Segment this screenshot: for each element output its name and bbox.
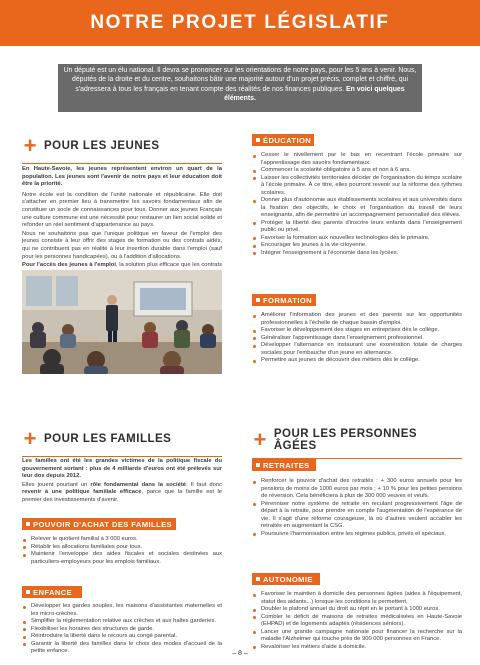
jeunes-text — [22, 166, 222, 277]
section-title-agees: POUR LES PERSONNES ÂGÉES — [273, 428, 418, 452]
section-heading-agees — [252, 428, 462, 452]
intro-emphasis: En voici quelques éléments. — [224, 85, 405, 102]
list-item: Développer l'alternance en instaurant une exonération totale de charges sociales pour l'embauche d'un jeune en alternance. — [252, 342, 462, 357]
list-item: Encourager les jeunes à la vie citoyenne. — [252, 242, 462, 250]
list-item: Favoriser le maintien à domicile des personnes âgées (aides à l'équipement, statut des aidants...) lorsque les conditions le permettent. — [252, 591, 462, 606]
familles-text-part: Elles jouent pourtant un — [22, 481, 91, 488]
list-item: Favoriser le développement des stages en entreprises dès le collège. — [252, 327, 462, 335]
autonomie-label-text: AUTONOMIE — [263, 574, 313, 584]
list-item: Commencer la scolarité obligatoire à 5 ans et non à 6 ans. — [252, 167, 462, 175]
retraites-label-text: RETRAITES — [263, 460, 310, 470]
square-icon — [256, 577, 260, 581]
jeunes-emploi-lead: Pour l'accès des jeunes à l'emploi — [22, 262, 116, 269]
page-title: NOTRE PROJET LÉGISLATIF — [90, 12, 390, 33]
enfance-list — [22, 603, 222, 656]
retraites-block — [252, 459, 462, 538]
familles-emphasis: rôle fondamental dans la société — [90, 481, 187, 488]
section-jeunes — [22, 135, 222, 164]
list-item: Réintroduire la liberté dans le recours au congé parental. — [22, 633, 222, 641]
list-item: Revaloriser les métiers d'aide à domicile. — [252, 644, 462, 652]
list-item: Lancer une grande campagne nationale pour financer la recherche sur la maladie l'Alzheimer qui touche près de 900 000 personnes en France. — [252, 629, 462, 644]
list-item: Simplifier la réglementation relative aux crèches et aux haltes garderies. — [22, 618, 222, 626]
list-item: Cesser le nivellement par le bas en recentrant l'école primaire sur l'apprentissage des savoirs fondamentaux. — [252, 152, 462, 167]
autonomie-label — [252, 573, 320, 585]
jeunes-paragraph: Notre école est la condition de l'unité nationale et républicaine. Elle doit s'attacher en premier lieu à transmettre les savoirs fondamentaux afin de constituer un socle de connaissances pour tous. Donner aux jeunes Français une culture commune est une nécessité pour restaurer un lien social solide et refonder un réel sentiment d'appartenance au pays. — [22, 191, 222, 229]
jeunes-paragraph: Nous ne souhaitons pas que l'unique politique en faveur de l'emploi des jeunes consiste à leur offrir des stages de formation ou des contrats aidés, qui ne contribuent pas en réalité à leur insertion durable dans l'emploi (sauf pour les personnes handicapées), ou à l'addition d'allocations. — [22, 230, 222, 260]
plus-icon: + — [23, 133, 37, 158]
retraites-label — [252, 459, 316, 471]
square-icon — [256, 138, 260, 142]
list-item: Poursuivre l'harmonisation entre les régimes publics, privés et spéciaux. — [252, 531, 462, 539]
classroom-photo — [22, 270, 222, 374]
list-item: Rétablir les allocations familiales pour tous. — [22, 544, 222, 552]
list-item: Donner plus d'autonomie aux établissements scolaires et aux universités dans la fixation des objectifs, le choix et l'organisation du travail de leurs enseignants, afin de permettre un accompagnement personnalisé des élèves. — [252, 197, 462, 220]
plus-icon: + — [23, 426, 37, 451]
section-heading-familles — [22, 428, 222, 450]
section-familles — [22, 428, 222, 457]
list-item: Relever le quotient familial à 3 000 euros. — [22, 536, 222, 544]
familles-paragraph — [22, 482, 222, 505]
formation-label-text: FORMATION — [263, 295, 313, 305]
list-item: Développer les gardes souples, les maisons d'assistantes maternelles et les micro-crèches. — [22, 603, 222, 618]
enfance-label-text: ENFANCE — [33, 587, 73, 597]
pouvoir-achat-list — [22, 536, 222, 566]
familles-emphasis: revenir à une politique familiale efficace — [22, 489, 142, 496]
list-item: Doubler le plafond annuel du droit au répit en le portant à 1000 euros. — [252, 606, 462, 614]
familles-text-part: . Il faut donc — [186, 481, 222, 488]
list-item: Pérenniser notre système de retraite en reculant progressivement l'âge de départ à la retraite, pour prendre en compte l'augmentation de l'espérance de vie. Il s'agit d'une réforme courageuse, là où d'autres veulent accabler les retraités en augmentant la CSG. — [252, 501, 462, 531]
list-item: Laisser les collectivités territoriales décider de l'organisation du temps scolaire à l'école primaire. À ce titre, elles pourront revenir sur la réforme des rythmes scolaires. — [252, 175, 462, 198]
header-banner — [0, 0, 480, 46]
formation-label — [252, 294, 316, 306]
formation-list — [252, 312, 462, 365]
list-item: Flexibiliser les horaires des structures de garde. — [22, 626, 222, 634]
enfance-label — [22, 586, 82, 598]
education-label-text: ÉDUCATION — [263, 135, 312, 145]
section-title-familles: POUR LES FAMILLES — [44, 433, 172, 445]
list-item: Intégrer l'enseignement à l'économie dans les lycées. — [252, 250, 462, 258]
education-block — [252, 134, 462, 257]
list-item: Permettre aux jeunes de découvrir des métiers dès le collège. — [252, 357, 462, 365]
intro-text: Un député est un élu national. Il devra se prononcer sur les orientations de notre pays, pour les 5 ans à venir. Nous, députés de la droite et du centre, souhaitons bâtir une majorité autour d'un projet précis, complet et chiffré, qui s'adressera à tous les français en tenant compte des réalités de nos finances publiques. — [63, 67, 417, 93]
section-rule — [22, 163, 222, 164]
education-label — [252, 134, 314, 146]
pouvoir-achat-block — [22, 518, 222, 566]
plus-icon: + — [253, 427, 267, 452]
page-number: – 8 – — [232, 650, 248, 657]
familles-lead: Les familles ont été les grandes victimes de la politique fiscale du gouvernement sortant : plus de 4 milliards d'euros ont été prélevés sur leur dos depuis 2012. — [22, 458, 222, 480]
square-icon — [256, 463, 260, 467]
intro-box — [58, 64, 422, 112]
list-item: Protéger la liberté des parents d'inscrire leurs enfants dans l'enseignement public ou privé. — [252, 220, 462, 235]
square-icon — [26, 590, 30, 594]
enfance-block — [22, 586, 222, 656]
list-item: Améliorer l'information des jeunes et des parents sur les opportunités professionnelles à l'échelle de chaque bassin d'emploi. — [252, 312, 462, 327]
retraites-list — [252, 478, 462, 538]
section-heading-jeunes — [22, 135, 222, 157]
jeunes-emploi-text: , la solution plus efficace que les contrats — [115, 262, 222, 269]
section-agees — [252, 428, 462, 459]
autonomie-block — [252, 573, 462, 651]
list-item: Favoriser la formation aux nouvelles technologies dès le primaire. — [252, 235, 462, 243]
jeunes-lead: En Haute-Savoie, les jeunes représentent environ un quart de la population. Les jeunes sont l'avenir de notre pays et leur éducation doit être la priorité. — [22, 166, 222, 188]
pouvoir-achat-label — [22, 518, 176, 530]
list-item: Maintenir l'enveloppe des aides fiscales et sociales destinées aux particuliers-employeurs pour les emplois familiaux. — [22, 551, 222, 566]
list-item: Généraliser l'apprentissage dans l'enseignement professionnel. — [252, 335, 462, 343]
list-item: Garantir la liberté des familles dans le choix des modes d'accueil de la petite enfance. — [22, 641, 222, 656]
familles-text — [22, 458, 222, 505]
education-list — [252, 152, 462, 257]
square-icon — [26, 522, 30, 526]
section-rule — [22, 456, 222, 457]
autonomie-list — [252, 591, 462, 651]
section-title-jeunes: POUR LES JEUNES — [44, 140, 160, 152]
square-icon — [256, 298, 260, 302]
list-item: Renforcer le pouvoir d'achat des retraités : + 300 euros annuels pour les pensions de moins de 1000 euros par mois ; + 10 % pour les petites pensions de réversion. Cela bénéficiera à plus de 300 000 veuves et veufs. — [252, 478, 462, 501]
familles-text-part: , parce que la famille est le premier des investissements d'avenir. — [22, 489, 222, 503]
list-item: Combler le déficit de maisons de retraites médicalisées en Haute-Savoie (EHPAD) et de logements adaptés (résidences séniors). — [252, 614, 462, 629]
pouvoir-achat-label-text: POUVOIR D'ACHAT DES FAMILLES — [33, 519, 173, 529]
formation-block — [252, 294, 462, 365]
